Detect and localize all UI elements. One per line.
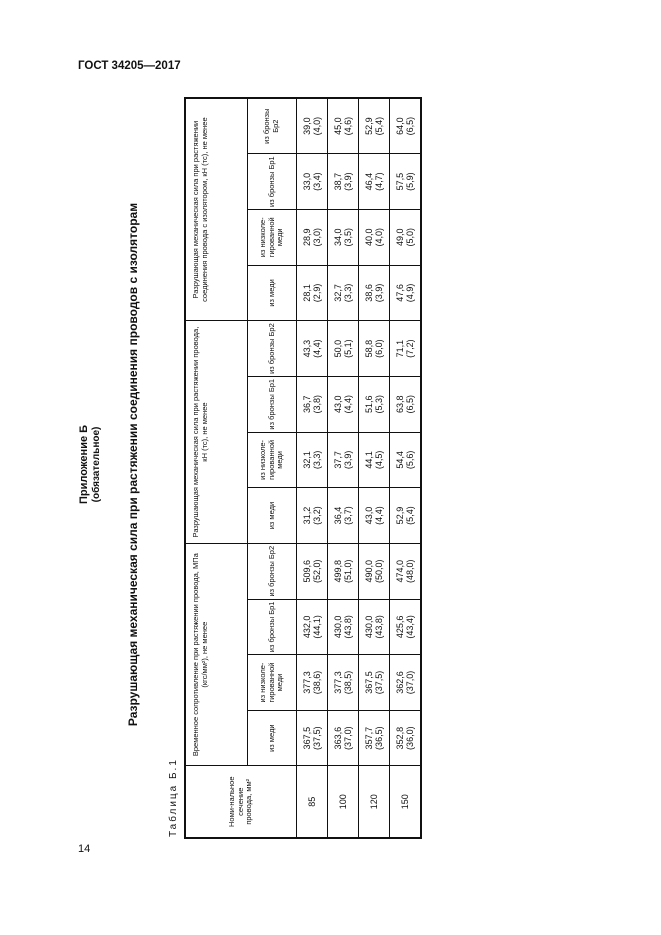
value-cell: [297, 599, 328, 655]
value-main: 377,3: [332, 671, 343, 694]
value-main: 430,0: [363, 615, 374, 639]
value-alt-units: (4,7): [374, 172, 384, 191]
table-row: [390, 98, 422, 838]
value-alt-units: (38,6): [312, 670, 322, 695]
value-main: 38,7: [332, 172, 343, 191]
value-cell: [328, 710, 359, 766]
table-row: [359, 98, 390, 838]
value-cell: [390, 376, 422, 432]
sub-header-cell: из низколе-гированной меди: [248, 209, 297, 265]
value-cell: [390, 655, 422, 711]
value-main: 57,5: [394, 172, 405, 191]
value-alt-units: (36,0): [405, 726, 415, 750]
value-cell: [359, 543, 390, 599]
landscape-content: [70, 87, 430, 842]
value-cell: [390, 154, 422, 210]
value-main: 499,8: [332, 559, 343, 583]
value-main: 509,6: [301, 559, 312, 583]
value-alt-units: (51,0): [343, 559, 353, 583]
value-alt-units: (43,4): [405, 615, 415, 639]
value-cell: [297, 543, 328, 599]
value-main: 28,9: [301, 228, 312, 247]
sub-header-cell: из бронзы Бр1: [248, 154, 297, 210]
value-alt-units: (3,9): [343, 172, 353, 191]
value-main: 28,1: [301, 284, 312, 302]
value-alt-units: (37,0): [343, 726, 353, 750]
value-alt-units: (5,0): [405, 228, 415, 247]
value-main: 432,0: [301, 615, 312, 639]
value-main: 58,8: [363, 339, 374, 358]
value-main: 363,6: [332, 726, 343, 750]
value-alt-units: (48,0): [405, 559, 415, 583]
value-cell: [297, 710, 328, 766]
value-cell: [390, 265, 422, 321]
value-cell: [359, 376, 390, 432]
value-alt-units: (43,8): [374, 615, 384, 639]
value-cell: [359, 209, 390, 265]
sub-header-cell: из низколе-гированной меди: [248, 655, 297, 711]
value-cell: [328, 655, 359, 711]
value-main: 43,3: [301, 339, 312, 358]
value-cell: [328, 265, 359, 321]
sub-header-row: [248, 98, 297, 838]
table-body: [297, 98, 422, 838]
value-cell: [359, 98, 390, 154]
value-alt-units: (44,1): [312, 615, 322, 639]
value-alt-units: (3,3): [312, 450, 322, 470]
value-cell: [328, 321, 359, 377]
table-label: Таблица Б.1: [168, 758, 179, 837]
value-main: 377,3: [301, 671, 312, 694]
sub-header-cell: из меди: [248, 710, 297, 766]
value-alt-units: (4,9): [405, 283, 415, 303]
value-alt-units: (3,9): [343, 450, 353, 470]
value-main: 52,9: [363, 117, 374, 135]
value-main: 44,1: [363, 451, 374, 469]
value-alt-units: (38,5): [343, 670, 353, 695]
value-cell: [328, 543, 359, 599]
value-cell: [359, 710, 390, 766]
value-alt-units: (3,0): [312, 228, 322, 247]
value-cell: [359, 265, 390, 321]
value-main: 34,0: [332, 228, 343, 247]
group-header-joint-breaking-force: Разрушающая механическая сила при растяжении соединения провода с изолятором, кН (тс), не менее: [185, 98, 248, 321]
value-cell: [297, 98, 328, 154]
value-alt-units: (43,8): [343, 615, 353, 639]
value-main: 367,5: [301, 726, 312, 750]
sub-header-cell: из меди: [248, 488, 297, 544]
standard-header: ГОСТ 34205—2017: [78, 60, 181, 72]
value-cell: [328, 488, 359, 544]
sub-header-cell: из бронзы Бр2: [248, 543, 297, 599]
value-alt-units: (4,0): [312, 116, 322, 136]
value-cell: [297, 488, 328, 544]
value-main: 52,9: [394, 506, 405, 525]
value-cell: [359, 488, 390, 544]
value-main: 490,0: [363, 559, 374, 583]
group-header-tensile-strength: Временное сопротивление при растяжении провода, МПа (кгс/мм²), не менее: [185, 543, 248, 766]
value-main: 51,6: [363, 395, 374, 413]
section-cell: 120: [359, 766, 390, 838]
value-cell: [390, 432, 422, 488]
value-cell: [359, 432, 390, 488]
value-main: 362,6: [394, 671, 405, 694]
data-table: [184, 97, 422, 839]
section-cell: 100: [328, 766, 359, 838]
value-alt-units: (3,7): [343, 506, 353, 525]
appendix-subtitle: (обязательное): [91, 426, 102, 503]
value-cell: [328, 209, 359, 265]
value-main: 71,1: [394, 339, 405, 358]
value-cell: [359, 154, 390, 210]
value-alt-units: (4,4): [374, 506, 384, 525]
value-main: 36,7: [301, 395, 312, 413]
value-alt-units: (36,5): [374, 726, 384, 750]
table-row: [328, 98, 359, 838]
value-main: 474,0: [394, 559, 405, 583]
value-main: 36,4: [332, 506, 343, 525]
value-cell: [328, 432, 359, 488]
value-main: 37,7: [332, 451, 343, 469]
value-alt-units: (3,8): [312, 394, 322, 414]
table-title: Разрушающая механическая сила при растяжении соединения проводов с изоляторам: [126, 202, 140, 727]
value-cell: [390, 710, 422, 766]
value-main: 367,5: [363, 671, 374, 694]
value-main: 357,7: [363, 726, 374, 750]
value-main: 49,0: [394, 228, 405, 247]
value-cell: [297, 321, 328, 377]
value-main: 33,0: [301, 172, 312, 191]
value-main: 64,0: [394, 117, 405, 135]
value-alt-units: (3,4): [312, 172, 322, 191]
sub-header-cell: из бронзы Бр2: [248, 98, 297, 154]
sub-header-cell: из бронзы Бр2: [248, 321, 297, 377]
value-cell: [328, 599, 359, 655]
value-cell: [328, 376, 359, 432]
value-main: 63,8: [394, 395, 405, 413]
value-cell: [390, 488, 422, 544]
value-alt-units: (5,3): [374, 394, 384, 414]
page-number: 14: [78, 843, 91, 855]
value-cell: [328, 98, 359, 154]
value-main: 31,2: [301, 506, 312, 525]
value-alt-units: (7,2): [405, 339, 415, 358]
value-cell: [297, 432, 328, 488]
value-alt-units: (4,4): [312, 339, 322, 358]
table-row: [297, 98, 328, 838]
value-alt-units: (5,4): [405, 506, 415, 525]
value-alt-units: (3,5): [343, 228, 353, 247]
value-alt-units: (4,4): [343, 394, 353, 414]
value-main: 50,0: [332, 339, 343, 358]
sub-header-cell: из низколе-гированной меди: [248, 432, 297, 488]
value-main: 32,7: [332, 284, 343, 302]
value-alt-units: (3,9): [374, 283, 384, 303]
value-alt-units: (3,2): [312, 506, 322, 525]
value-main: 47,6: [394, 284, 405, 302]
value-alt-units: (3,3): [343, 283, 353, 303]
value-cell: [390, 209, 422, 265]
value-main: 430,0: [332, 615, 343, 639]
value-main: 43,0: [363, 506, 374, 525]
value-cell: [297, 376, 328, 432]
value-cell: [328, 154, 359, 210]
value-alt-units: (4,0): [374, 228, 384, 247]
sub-header-cell: из меди: [248, 265, 297, 321]
value-alt-units: (37,5): [374, 670, 384, 695]
sub-header-cell: из бронзы Бр1: [248, 599, 297, 655]
value-cell: [297, 154, 328, 210]
value-cell: [390, 543, 422, 599]
value-cell: [359, 655, 390, 711]
appendix-title: Приложение Б: [78, 424, 90, 505]
value-main: 45,0: [332, 117, 343, 135]
value-alt-units: (5,9): [405, 172, 415, 191]
value-cell: [390, 321, 422, 377]
value-cell: [390, 599, 422, 655]
value-cell: [359, 599, 390, 655]
sub-header-cell: из бронзы Бр1: [248, 376, 297, 432]
value-alt-units: (2,9): [312, 283, 322, 303]
value-alt-units: (6,0): [374, 339, 384, 358]
value-alt-units: (6,5): [405, 394, 415, 414]
value-alt-units: (37,0): [405, 670, 415, 695]
value-cell: [297, 655, 328, 711]
value-main: 32,1: [301, 451, 312, 469]
section-cell: 85: [297, 766, 328, 838]
value-cell: [359, 321, 390, 377]
value-main: 425,6: [394, 615, 405, 639]
value-alt-units: (5,6): [405, 450, 415, 470]
section-header: Номи-нальное сечение провода, мм²: [185, 766, 297, 838]
value-alt-units: (5,1): [343, 339, 353, 358]
value-alt-units: (37,5): [312, 726, 322, 750]
value-main: 38,6: [363, 284, 374, 302]
value-alt-units: (4,6): [343, 116, 353, 136]
value-main: 43,0: [332, 395, 343, 413]
value-cell: [297, 265, 328, 321]
value-alt-units: (52,0): [312, 559, 322, 583]
section-cell: 150: [390, 766, 422, 838]
value-alt-units: (6,5): [405, 116, 415, 136]
value-main: 54,4: [394, 451, 405, 469]
value-alt-units: (50,0): [374, 559, 384, 583]
value-main: 352,8: [394, 726, 405, 750]
value-main: 39,0: [301, 117, 312, 135]
value-cell: [297, 209, 328, 265]
value-alt-units: (5,4): [374, 116, 384, 136]
value-main: 40,0: [363, 228, 374, 247]
value-cell: [390, 98, 422, 154]
value-alt-units: (4,5): [374, 450, 384, 470]
group-header-wire-breaking-force: Разрушающая механическая сила при растяжении провода, кН (тс), не менее: [185, 321, 248, 544]
value-main: 46,4: [363, 172, 374, 191]
